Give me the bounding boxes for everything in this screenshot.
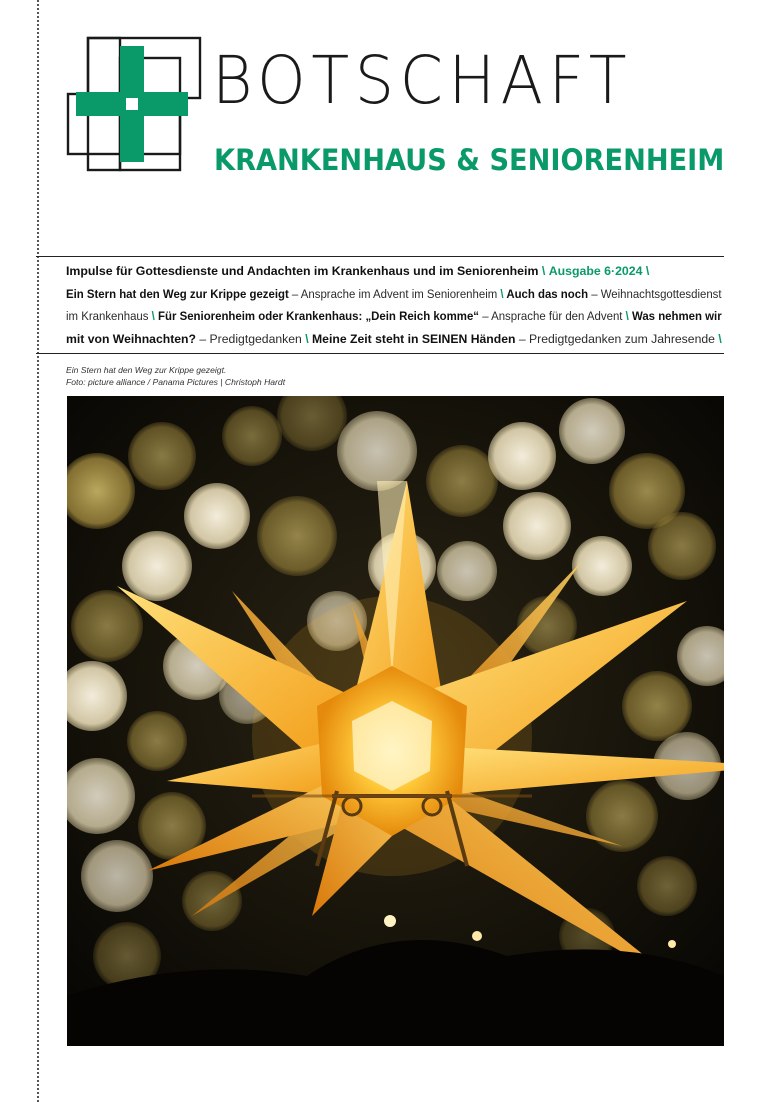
- article-desc: – Predigtgedanken: [195, 331, 306, 346]
- caption-text: Ein Stern hat den Weg zur Krippe gezeigt.: [66, 365, 227, 375]
- article-title: mit von Weihnachten?: [66, 331, 196, 346]
- dotted-margin-line: [37, 0, 39, 1102]
- article-title: Für Seniorenheim oder Krankenhaus: „Dein Reich komme“: [154, 309, 480, 324]
- masthead-subtitle: KRANKENHAUS & SENIORENHEIM: [214, 143, 725, 177]
- bottom-rule: [36, 353, 724, 354]
- article-title: Was nehmen wir: [628, 309, 722, 324]
- teaser-block: [66, 260, 726, 350]
- separator: \: [500, 286, 504, 301]
- teaser-line-1: [66, 260, 722, 283]
- teaser-line-2: [66, 283, 722, 306]
- separator: \: [645, 264, 650, 278]
- separator: \: [625, 309, 629, 324]
- separator: \: [151, 309, 155, 324]
- article-desc: – Ansprache im Advent im Seniorenheim: [288, 286, 501, 301]
- star-lantern-photo: [67, 396, 724, 1046]
- caption-credit: Foto: picture alliance / Panama Pictures | Christoph Hardt: [66, 376, 286, 387]
- masthead-title: BOTSCHAFT: [212, 42, 633, 119]
- teaser-line-4: [66, 328, 722, 351]
- article-desc: – Ansprache für den Advent: [479, 309, 626, 324]
- photo-caption: [66, 365, 466, 388]
- article-desc: – Weihnachtsgottesdienst: [588, 286, 722, 301]
- article-desc: im Krankenhaus: [66, 309, 152, 324]
- teaser-line-3: [66, 305, 722, 328]
- article-title: Ein Stern hat den Weg zur Krippe gezeigt: [66, 286, 289, 301]
- separator: \: [305, 331, 309, 346]
- separator: \: [541, 264, 546, 278]
- cross-squares-logo-icon: [66, 36, 206, 172]
- article-title: Meine Zeit steht in SEINEN Händen: [308, 331, 516, 346]
- top-rule: [36, 256, 724, 257]
- separator: \: [718, 331, 722, 346]
- article-desc: – Predigtgedanken zum Jahresende: [515, 331, 719, 346]
- star-lantern-icon: [67, 396, 724, 1046]
- teaser-intro: Impulse für Gottesdienste und Andachten im Krankenhaus und im Seniorenheim: [66, 264, 539, 278]
- issue-number: Ausgabe 6·2024: [548, 264, 643, 278]
- article-title: Auch das noch: [503, 286, 589, 301]
